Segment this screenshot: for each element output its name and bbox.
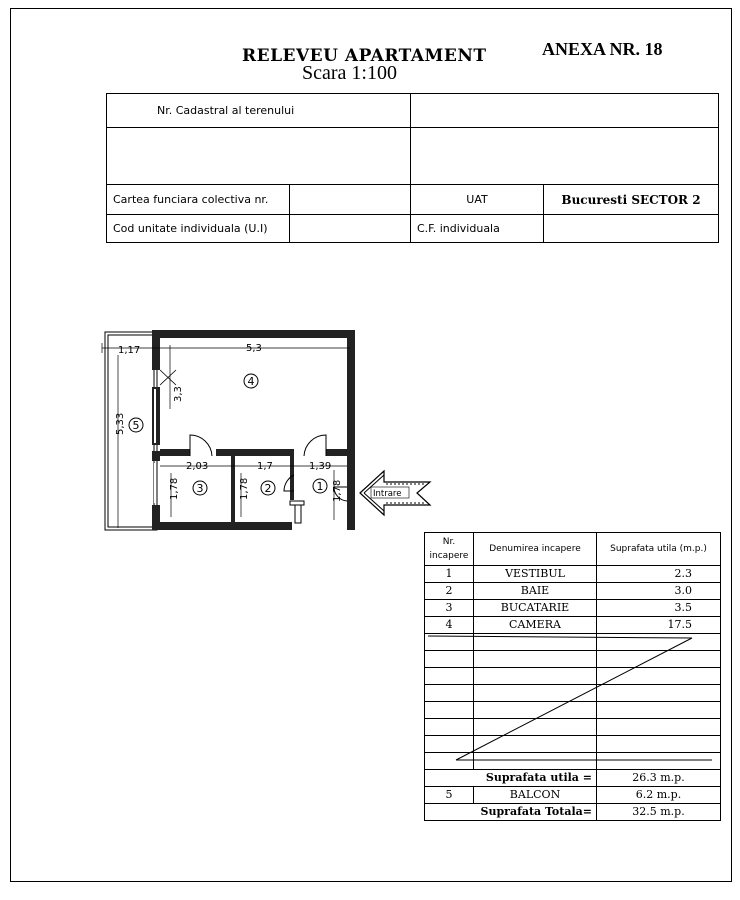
dim-room4-width: 5,3 <box>246 343 262 354</box>
row-name: CAMERA <box>474 617 597 634</box>
balcony-nr: 5 <box>425 787 474 804</box>
dim-room2-width: 1,7 <box>257 461 273 472</box>
row-name: VESTIBUL <box>474 566 597 583</box>
wall-left-upper <box>152 330 160 370</box>
header-name: Denumirea incapere <box>474 533 597 566</box>
row-nr: 3 <box>425 600 474 617</box>
balcony-row <box>425 787 721 804</box>
header-area: Suprafata utila (m.p.) <box>597 533 721 566</box>
useful-area-label: Suprafata utila = <box>474 770 597 787</box>
table-row <box>425 617 721 634</box>
dim-room3-width: 2,03 <box>186 461 209 472</box>
room1-label: 1 <box>316 480 324 493</box>
room5-label: 5 <box>132 419 140 432</box>
uat-value: Bucuresti SECTOR 2 <box>544 185 719 215</box>
dim-room1-height: 1,78 <box>332 479 343 502</box>
document-title: RELEVEU APARTAMENT <box>242 46 487 66</box>
total-area-label: Suprafata Totala= <box>474 804 597 821</box>
annex-label: ANEXA NR. 18 <box>542 39 663 59</box>
wall-top <box>152 330 355 338</box>
total-area-value: 32.5 m.p. <box>597 804 721 821</box>
wall-left-lower <box>152 451 160 461</box>
table-row-empty <box>425 634 721 651</box>
carte-value <box>290 185 411 215</box>
rooms-table <box>424 532 721 821</box>
cadastral-blank-right <box>411 128 719 185</box>
cadastral-blank-left <box>107 128 411 185</box>
dim-room4-height: 3,3 <box>173 386 184 402</box>
row-area: 3.0 <box>597 583 721 600</box>
cf-label: C.F. individuala <box>411 215 544 243</box>
header-nr: Nr. incapere <box>425 533 474 566</box>
room2-label: 2 <box>264 482 272 495</box>
balcony-outline <box>105 332 157 530</box>
table-row-empty <box>425 736 721 753</box>
table-row-empty <box>425 719 721 736</box>
table-row <box>425 600 721 617</box>
useful-area-row <box>425 770 721 787</box>
wall-interior-3 <box>326 449 347 456</box>
floor-plan <box>94 325 444 535</box>
row-nr: 2 <box>425 583 474 600</box>
table-row <box>425 566 721 583</box>
row-area: 2.3 <box>597 566 721 583</box>
table-row <box>425 583 721 600</box>
door-room4-vestibule <box>304 435 326 456</box>
wall-partition-2-1 <box>290 456 294 500</box>
wall-interior-1 <box>160 449 190 456</box>
row-name: BUCATARIE <box>474 600 597 617</box>
dim-room3-height: 1,78 <box>169 477 180 500</box>
balcony-area: 6.2 m.p. <box>597 787 721 804</box>
table-row-empty <box>425 651 721 668</box>
row-area: 3.5 <box>597 600 721 617</box>
scale-label: Scara 1:100 <box>302 62 397 84</box>
room3-label: 3 <box>196 482 204 495</box>
dim-balcony-width: 1,17 <box>118 345 141 356</box>
carte-label: Cartea funciara colectiva nr. <box>107 185 290 215</box>
row-name: BAIE <box>474 583 597 600</box>
entrance-label: Intrare <box>373 489 402 499</box>
row-area: 17.5 <box>597 617 721 634</box>
useful-area-value: 26.3 m.p. <box>597 770 721 787</box>
dim-room2-height: 1,78 <box>239 477 250 500</box>
uat-label: UAT <box>411 185 544 215</box>
door-room4-kitchen <box>190 435 212 456</box>
row-nr: 4 <box>425 617 474 634</box>
wall-bottom <box>152 522 292 530</box>
room4-label: 4 <box>247 375 255 388</box>
cf-value <box>544 215 719 243</box>
table-row-empty <box>425 753 721 770</box>
table-row-empty <box>425 668 721 685</box>
dim-balcony-length: 5,33 <box>115 412 126 435</box>
cod-label: Cod unitate individuala (U.I) <box>107 215 290 243</box>
table-row-empty <box>425 685 721 702</box>
balcony-door <box>160 370 176 385</box>
cadastral-value <box>411 94 719 128</box>
balcony-name: BALCON <box>474 787 597 804</box>
cadastral-label: Nr. Cadastral al terenului <box>107 94 411 128</box>
cod-value <box>290 215 411 243</box>
total-area-row <box>425 804 721 821</box>
table-row-empty <box>425 702 721 719</box>
dim-room1-width: 1,39 <box>309 461 332 472</box>
row-nr: 1 <box>425 566 474 583</box>
cadastral-info-table <box>106 93 719 243</box>
entrance-arrow-icon <box>360 471 430 515</box>
wall-interior-2 <box>216 449 294 456</box>
wall-right <box>347 330 355 530</box>
